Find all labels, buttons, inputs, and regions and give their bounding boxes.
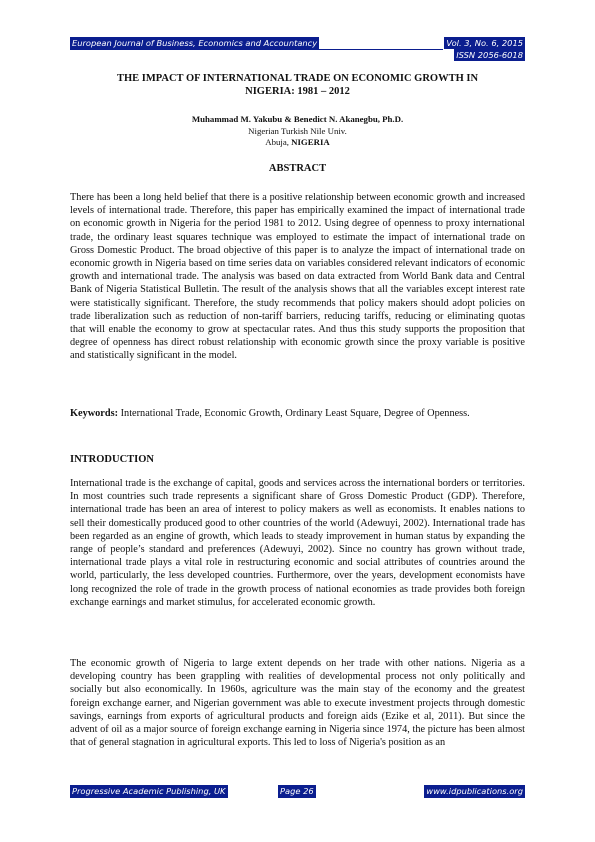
page-footer <box>70 785 525 799</box>
title-line-1: THE IMPACT OF INTERNATIONAL TRADE ON ECONOMIC GROWTH IN <box>116 73 479 84</box>
volume-issn <box>444 37 525 61</box>
page-number: Page 26 <box>280 786 314 796</box>
journal-name: European Journal of Business, Economics and Accountancy <box>72 38 318 48</box>
keywords <box>70 407 525 420</box>
header-rule <box>70 49 443 50</box>
introduction-paragraph-2: The economic growth of Nigeria to large extent depends on her trade with other nations. Nigeria as a developing country has been grappling with realities of developmental process not only politically and socially but also economically. In 1960s, agriculture was the main stay of the economy and the greatest foreign exchange earner, and Nigerian government was able to execute investment projects through domestic savings, earnings from exports of agricultural products and foreign aids (Ezike et al, 2011). But since the advent of oil as a major source of foreign exchange earning in Nigeria since 1974, the picture has been almost that of general stagnation in agricultural exports. This led to loss of Nigeria's position as an <box>70 658 525 749</box>
page-header <box>70 37 525 63</box>
city: Abuja, <box>265 137 292 147</box>
author-block <box>70 114 525 149</box>
keywords-text: International Trade, Economic Growth, Ordinary Least Square, Degree of Openness. <box>118 408 470 419</box>
paper-title <box>70 72 525 98</box>
location <box>70 137 525 149</box>
country: NIGERIA <box>291 137 330 147</box>
abstract-heading: ABSTRACT <box>268 163 327 174</box>
website-link[interactable]: www.idpublications.org <box>426 786 523 796</box>
affiliation: Nigerian Turkish Nile Univ. <box>248 125 347 136</box>
keywords-label: Keywords: <box>70 408 119 419</box>
introduction-heading: INTRODUCTION <box>70 454 155 465</box>
volume-label: Vol. 3, No. 6, 2015 <box>446 38 523 48</box>
publisher-label: Progressive Academic Publishing, UK <box>72 786 226 796</box>
introduction-paragraph-1: International trade is the exchange of capital, goods and services across the international borders or territories. In most countries such trade represents a significant share of Gross Domestic Product (GDP). Therefore, international trade has been an area of interest to policy makers as well as economists. It enables nations to sell their domestically produced good to other countries of the world (Adewuyi, 2002). International trade has been regarded as an engine of growth, which leads to steady improvement in human status by expanding the range of people’s standard and preferences (Adewuyi, 2002). Since no country has grown without trade, international trade plays a vital role in restructuring economic and social attributes of countries around the world, particularly, the less developed countries. Furthermore, over the years, development economists have long recognized the role of trade in the growth process of national economies as trade provides both foreign exchange earnings and market stimulus, for accelerated economic growth. <box>70 478 525 608</box>
issn-label: ISSN 2056-6018 <box>456 50 523 60</box>
title-line-2: NIGERIA: 1981 – 2012 <box>245 86 350 97</box>
author-names: Muhammad M. Yakubu & Benedict N. Akanegbu, Ph.D. <box>191 114 404 124</box>
abstract-text: There has been a long held belief that there is a positive relationship between economic growth and increased levels of international trade. Therefore, this paper has empirically examined the impact of international trade on economic growth in Nigeria for the period 1981 to 2012. Using degree of openness to proxy international trade, the ordinary least squares technique was employed to estimate the impact of international trade on Gross Domestic Product. The broad objective of this paper is to analyze the impact of international trade on economic growth in Nigeria based on time series data on variables considered relevant indicators of economic growth and international trade. The analysis was based on data extracted from World Bank data and Central Bank of Nigeria Statistical Bulletin. The result of the analysis shows that all the variables except interest rate were statistically significant. Therefore, the study recommends that policy makers should adopt policies on trade liberalization such as reduction of non-tariff barriers, reducing tariffs, reducing or eliminating quotas that will enable the economy to grow at spectacular rates. And thus this study supports the proposition that degree of openness has direct robust relationship with economic growth since the proxy variable is positive and statistically significant in the model. <box>70 192 525 362</box>
